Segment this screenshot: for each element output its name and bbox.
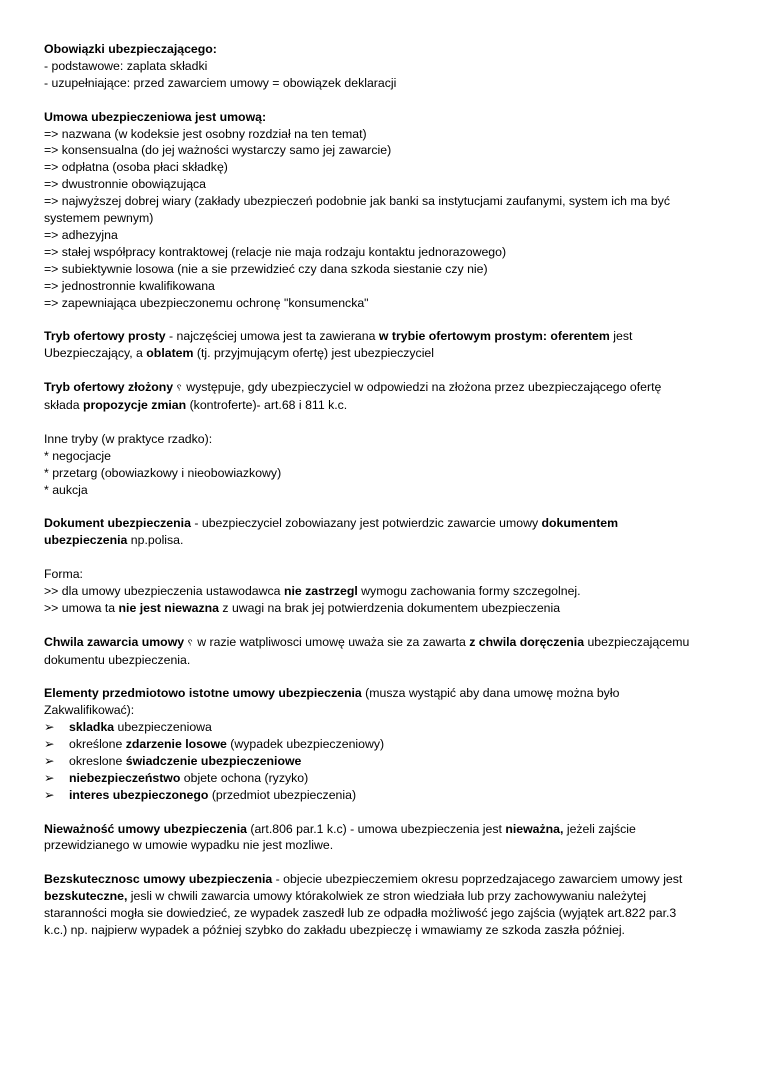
paragraph-niewaznosc: Nieważność umowy ubezpieczenia (art.806 par.1 k.c) - umowa ubezpieczenia jest nieważna, jeżeli zajście <box>44 821 636 836</box>
list-item: => adhezyjna <box>44 227 118 242</box>
list-item: systemem pewnym) <box>44 211 154 226</box>
list-item: => odpłatna (osoba płaci składkę) <box>44 160 228 175</box>
list-item: => nazwana (w kodeksie jest osobny rozdział na ten temat) <box>44 126 367 141</box>
list-item: => jednostronnie kwalifikowana <box>44 278 215 293</box>
arrow-icon: ␦ <box>173 383 183 394</box>
paragraph-line: składa propozycje zmian (kontroferte)- art.68 i 811 k.c. <box>44 397 348 412</box>
list-item: => stałej współpracy kontraktowej (relacje nie maja rodzaju kontaktu jednorazowego) <box>44 244 507 259</box>
paragraph-tryb-prosty: Tryb ofertowy prosty - najczęściej umowa jest ta zawierana w trybie ofertowym prostym: oferentem jest <box>44 329 633 344</box>
paragraph-elementy: Elementy przedmiotowo istotne umowy ubezpieczenia (musza wystąpić aby dana umowę można było <box>44 686 620 701</box>
arrow-bullet-icon: ➢ <box>44 770 55 785</box>
heading-obowiazki: Obowiązki ubezpieczającego: <box>44 42 217 56</box>
bullet-item: ➢ niebezpieczeństwo objete ochona (ryzyko) <box>44 770 309 785</box>
list-item: => konsensualna (do jej ważności wystarczy samo jej zawarcie) <box>44 143 392 158</box>
list-item: >> dla umowy ubezpieczenia ustawodawca nie zastrzegl wymogu zachowania formy szczegolnej. <box>44 583 581 598</box>
paragraph-line: staranności mogła sie dowiedzieć, ze wypadek zaszedł lub ze odpadła możliwość jego zajścia (wyjątek art.822 par.3 <box>44 906 677 921</box>
text-line: - podstawowe: zaplata składki <box>44 58 208 73</box>
list-item: * aukcja <box>44 482 88 497</box>
paragraph-line: k.c.) np. najpierw wypadek a później szybko do zakładu ubezpieczę i wmawiamy ze szkoda zaszła później. <box>44 922 625 937</box>
paragraph-bezskutecznosc: Bezskutecznosc umowy ubezpieczenia - objecie ubezpieczemiem okresu poprzedzajacego zawarciem umowy jest <box>44 872 683 887</box>
heading-forma: Forma: <box>44 567 83 581</box>
list-item: => subiektywnie losowa (nie a sie przewidzieć czy dana szkoda siestanie czy nie) <box>44 261 488 276</box>
heading-umowa: Umowa ubezpieczeniowa jest umową: <box>44 109 267 124</box>
text-line: - uzupełniające: przed zawarciem umowy = obowiązek deklaracji <box>44 75 397 90</box>
list-item: >> umowa ta nie jest niewazna z uwagi na brak jej potwierdzenia dokumentem ubezpieczenia <box>44 600 561 615</box>
paragraph-dokument: Dokument ubezpieczenia - ubezpieczyciel zobowiazany jest potwierdzic zawarcie umowy dokumentem <box>44 516 619 531</box>
bullet-item: ➢ interes ubezpieczonego (przedmiot ubezpieczenia) <box>44 787 357 802</box>
list-item: * negocjacje <box>44 448 111 463</box>
document-content <box>44 41 714 939</box>
arrow-icon: ␦ <box>184 637 194 648</box>
paragraph-line: dokumentu ubezpieczenia. <box>44 652 191 667</box>
list-item: => dwustronnie obowiązująca <box>44 177 207 192</box>
paragraph-line: bezskuteczne, jesli w chwili zawarcia umowy którakolwiek ze stron wiedziała lub przy zachowywaniu należytej <box>44 889 647 904</box>
arrow-bullet-icon: ➢ <box>44 720 55 735</box>
paragraph-line: ubezpieczenia np.polisa. <box>44 533 184 548</box>
list-item: * przetarg (obowiazkowy i nieobowiazkowy) <box>44 465 282 480</box>
heading-inne-tryby: Inne tryby (w praktyce rzadko): <box>44 431 213 446</box>
bullet-item: ➢ okreslone świadczenie ubezpieczeniowe <box>44 753 302 768</box>
paragraph-line: przewidzianego w umowie wypadku nie jest mozliwe. <box>44 838 334 853</box>
paragraph-line: Ubezpieczający, a oblatem (tj. przyjmującym ofertę) jest ubezpieczyciel <box>44 346 434 361</box>
paragraph-chwila: Chwila zawarcia umowy ␦ w razie watpliwosci umowę uważa sie za zawarta z chwila doręczenia ubezpieczającemu <box>44 634 690 649</box>
list-item: => najwyższej dobrej wiary (zakłady ubezpieczeń podobnie jak banki sa instytucjami zaufanymi, system ich ma być <box>44 194 671 209</box>
bullet-item: ➢ określone zdarzenie losowe (wypadek ubezpieczeniowy) <box>44 737 385 752</box>
paragraph-line: Zakwalifikować): <box>44 703 135 718</box>
arrow-bullet-icon: ➢ <box>44 737 55 752</box>
arrow-bullet-icon: ➢ <box>44 787 55 802</box>
paragraph-tryb-zlozony: Tryb ofertowy złożony ␦ występuje, gdy ubezpieczyciel w odpowiedzi na złożona przez ubezpieczającego ofertę <box>44 380 662 395</box>
list-item: => zapewniająca ubezpieczonemu ochronę "konsumencka" <box>44 295 369 310</box>
arrow-bullet-icon: ➢ <box>44 753 55 768</box>
bullet-item: ➢ skladka ubezpieczeniowa <box>44 720 212 735</box>
